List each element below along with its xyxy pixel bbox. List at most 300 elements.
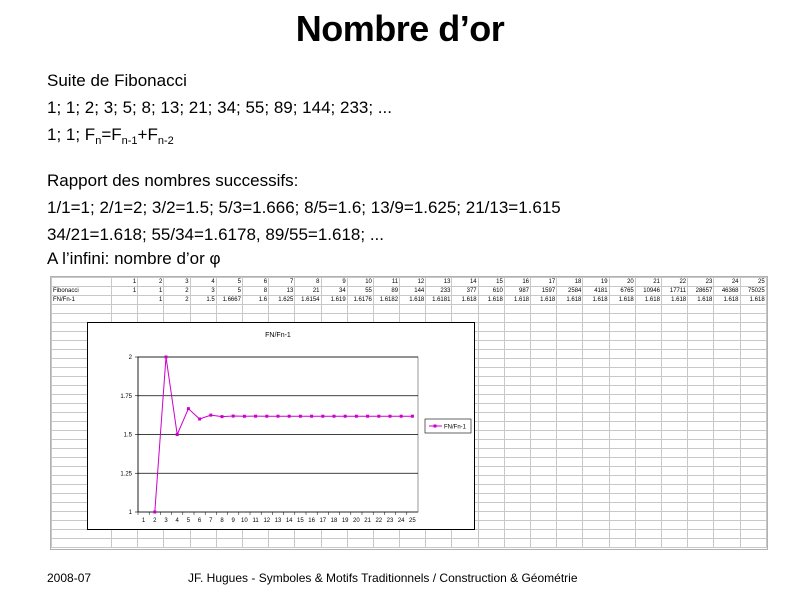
empty-cell: [635, 449, 661, 458]
empty-cell: [661, 458, 687, 467]
empty-cell: [504, 494, 530, 503]
cell: 1.619: [321, 296, 347, 305]
ratio-row: [52, 296, 767, 305]
empty-cell: [661, 350, 687, 359]
cell: 5: [216, 287, 242, 296]
empty-cell: [52, 530, 112, 539]
empty-cell: [583, 431, 609, 440]
empty-cell: [661, 377, 687, 386]
data-point: [209, 414, 212, 417]
cell: 28657: [688, 287, 714, 296]
empty-cell: [557, 431, 583, 440]
empty-cell: [138, 539, 164, 548]
empty-cell: [740, 431, 766, 440]
x-tick-label: 13: [274, 518, 282, 524]
x-tick-label: 14: [285, 518, 293, 524]
data-point: [198, 418, 201, 421]
cell: 2: [164, 287, 190, 296]
empty-row: [52, 539, 767, 548]
x-tick-label: 7: [209, 518, 213, 524]
empty-cell: [112, 305, 138, 314]
empty-cell: [452, 305, 478, 314]
empty-cell: [347, 539, 373, 548]
cell: 2584: [557, 287, 583, 296]
empty-cell: [609, 485, 635, 494]
cell: 4181: [583, 287, 609, 296]
cell: 16: [504, 278, 530, 287]
empty-cell: [269, 530, 295, 539]
empty-cell: [609, 413, 635, 422]
formula-sub-n1: n-1: [121, 135, 138, 147]
empty-cell: [531, 350, 557, 359]
empty-cell: [583, 341, 609, 350]
empty-cell: [426, 530, 452, 539]
empty-cell: [557, 440, 583, 449]
empty-cell: [478, 485, 504, 494]
empty-cell: [583, 476, 609, 485]
empty-cell: [504, 404, 530, 413]
cell: 3: [164, 278, 190, 287]
empty-cell: [531, 422, 557, 431]
empty-cell: [688, 440, 714, 449]
data-point: [400, 415, 403, 418]
data-point: [265, 415, 268, 418]
empty-cell: [740, 314, 766, 323]
empty-cell: [583, 485, 609, 494]
empty-cell: [661, 431, 687, 440]
empty-cell: [609, 476, 635, 485]
empty-cell: [583, 413, 609, 422]
empty-cell: [164, 530, 190, 539]
legend-marker: [434, 425, 437, 428]
empty-cell: [740, 305, 766, 314]
empty-cell: [635, 476, 661, 485]
formula-prefix: 1; 1; F: [47, 125, 96, 144]
empty-cell: [478, 440, 504, 449]
ratios-line-2: 34/21=1.618; 55/34=1.6178, 89/55=1.618; ...: [47, 225, 384, 244]
formula-eq: =F: [101, 125, 122, 144]
empty-cell: [740, 368, 766, 377]
empty-cell: [740, 458, 766, 467]
empty-cell: [609, 467, 635, 476]
x-tick-label: 15: [297, 518, 304, 524]
empty-cell: [740, 359, 766, 368]
empty-cell: [478, 467, 504, 476]
empty-cell: [688, 359, 714, 368]
empty-cell: [714, 368, 740, 377]
data-point: [254, 415, 257, 418]
empty-cell: [478, 314, 504, 323]
cell: 14: [452, 278, 478, 287]
empty-cell: [714, 485, 740, 494]
empty-cell: [609, 350, 635, 359]
page-title: Nombre d’or: [295, 8, 505, 49]
empty-cell: [635, 386, 661, 395]
empty-cell: [714, 539, 740, 548]
empty-cell: [400, 305, 426, 314]
empty-cell: [635, 359, 661, 368]
x-tick-label: 20: [353, 518, 360, 524]
empty-cell: [583, 440, 609, 449]
empty-cell: [635, 467, 661, 476]
empty-cell: [478, 350, 504, 359]
empty-cell: [714, 521, 740, 530]
cell: 1.618: [504, 296, 530, 305]
empty-cell: [609, 503, 635, 512]
empty-cell: [661, 395, 687, 404]
cell: 55: [347, 287, 373, 296]
cell: 46368: [714, 287, 740, 296]
y-tick-label: 2: [128, 355, 132, 361]
empty-cell: [688, 404, 714, 413]
empty-cell: [635, 494, 661, 503]
empty-cell: [583, 395, 609, 404]
empty-cell: [583, 377, 609, 386]
empty-cell: [269, 539, 295, 548]
empty-cell: [609, 314, 635, 323]
empty-cell: [635, 422, 661, 431]
empty-cell: [531, 332, 557, 341]
empty-cell: [740, 440, 766, 449]
empty-cell: [583, 323, 609, 332]
empty-cell: [478, 503, 504, 512]
empty-cell: [583, 530, 609, 539]
empty-cell: [661, 305, 687, 314]
empty-cell: [478, 323, 504, 332]
empty-cell: [609, 440, 635, 449]
ratio-chart: [87, 322, 475, 530]
cell: 233: [426, 287, 452, 296]
empty-cell: [478, 476, 504, 485]
empty-cell: [557, 512, 583, 521]
x-tick-label: 21: [364, 518, 371, 524]
empty-cell: [478, 512, 504, 521]
empty-cell: [635, 305, 661, 314]
empty-cell: [609, 386, 635, 395]
empty-cell: [635, 458, 661, 467]
empty-cell: [583, 512, 609, 521]
data-point: [165, 356, 168, 359]
empty-cell: [504, 395, 530, 404]
empty-cell: [452, 530, 478, 539]
empty-cell: [740, 449, 766, 458]
cell: 1: [112, 287, 138, 296]
empty-cell: [609, 377, 635, 386]
empty-cell: [347, 305, 373, 314]
empty-cell: [400, 539, 426, 548]
fibonacci-row: [52, 287, 767, 296]
empty-cell: [714, 314, 740, 323]
empty-cell: [688, 413, 714, 422]
cell: 1597: [531, 287, 557, 296]
empty-cell: [740, 503, 766, 512]
empty-cell: [635, 413, 661, 422]
empty-cell: [688, 503, 714, 512]
empty-cell: [478, 359, 504, 368]
empty-cell: [242, 530, 268, 539]
empty-cell: [531, 314, 557, 323]
empty-cell: [583, 521, 609, 530]
empty-cell: [138, 530, 164, 539]
empty-cell: [531, 431, 557, 440]
empty-cell: [138, 305, 164, 314]
empty-cell: [740, 539, 766, 548]
cell: 2: [138, 278, 164, 287]
formula-sub-n2: n-2: [157, 135, 174, 147]
empty-cell: [478, 494, 504, 503]
cell: 1.6: [242, 296, 268, 305]
empty-cell: [609, 341, 635, 350]
x-tick-label: 10: [241, 518, 248, 524]
empty-cell: [478, 377, 504, 386]
cell: 1.6181: [426, 296, 452, 305]
infinity-line: A l’infini: nombre d’or φ: [47, 249, 221, 268]
empty-cell: [635, 395, 661, 404]
empty-cell: [295, 530, 321, 539]
spreadsheet: [50, 276, 768, 550]
empty-cell: [583, 332, 609, 341]
empty-cell: [740, 494, 766, 503]
empty-cell: [347, 530, 373, 539]
empty-cell: [295, 539, 321, 548]
empty-cell: [557, 467, 583, 476]
empty-cell: [740, 422, 766, 431]
data-point: [389, 415, 392, 418]
empty-cell: [688, 521, 714, 530]
empty-cell: [504, 539, 530, 548]
empty-cell: [714, 449, 740, 458]
empty-cell: [688, 350, 714, 359]
cell: 25: [740, 278, 766, 287]
empty-cell: [531, 476, 557, 485]
y-tick-label: 1.75: [120, 393, 132, 400]
empty-cell: [714, 386, 740, 395]
empty-cell: [740, 485, 766, 494]
empty-cell: [190, 530, 216, 539]
empty-cell: [609, 521, 635, 530]
empty-cell: [373, 539, 399, 548]
cell: 15: [478, 278, 504, 287]
empty-cell: [373, 305, 399, 314]
cell: 1.618: [661, 296, 687, 305]
empty-row: [52, 530, 767, 539]
empty-cell: [504, 431, 530, 440]
cell: 610: [478, 287, 504, 296]
empty-cell: [714, 476, 740, 485]
empty-cell: [321, 539, 347, 548]
empty-cell: [531, 323, 557, 332]
empty-cell: [504, 359, 530, 368]
cell: 18: [557, 278, 583, 287]
empty-cell: [688, 539, 714, 548]
empty-cell: [504, 485, 530, 494]
empty-cell: [688, 395, 714, 404]
empty-cell: [740, 521, 766, 530]
empty-cell: [504, 422, 530, 431]
empty-cell: [583, 458, 609, 467]
empty-cell: [740, 377, 766, 386]
cell: 1.618: [609, 296, 635, 305]
empty-cell: [190, 539, 216, 548]
empty-cell: [714, 341, 740, 350]
empty-cell: [714, 323, 740, 332]
cell: 17: [531, 278, 557, 287]
cell: 1.6667: [216, 296, 242, 305]
cell: 4: [190, 278, 216, 287]
empty-cell: [688, 368, 714, 377]
empty-cell: [609, 323, 635, 332]
data-point: [243, 415, 246, 418]
data-point: [176, 433, 179, 436]
cell: 2: [164, 296, 190, 305]
empty-cell: [557, 494, 583, 503]
x-tick-label: 2: [153, 518, 157, 524]
empty-cell: [557, 539, 583, 548]
empty-cell: [609, 530, 635, 539]
empty-cell: [609, 512, 635, 521]
empty-cell: [609, 305, 635, 314]
data-point: [310, 415, 313, 418]
empty-cell: [478, 368, 504, 377]
empty-cell: [504, 440, 530, 449]
empty-cell: [661, 476, 687, 485]
cell: 9: [321, 278, 347, 287]
empty-cell: [609, 332, 635, 341]
empty-cell: [504, 530, 530, 539]
data-point: [288, 415, 291, 418]
empty-cell: [557, 422, 583, 431]
empty-cell: [190, 305, 216, 314]
empty-cell: [478, 305, 504, 314]
empty-cell: [714, 530, 740, 539]
empty-cell: [661, 341, 687, 350]
empty-cell: [740, 530, 766, 539]
cell: 89: [373, 287, 399, 296]
x-tick-label: 22: [375, 518, 383, 524]
suite-heading: Suite de Fibonacci: [47, 71, 187, 90]
cell: 17711: [661, 287, 687, 296]
cell: 21: [295, 287, 321, 296]
empty-cell: [740, 512, 766, 521]
empty-cell: [583, 368, 609, 377]
empty-cell: [504, 377, 530, 386]
empty-cell: [661, 503, 687, 512]
empty-cell: [714, 305, 740, 314]
empty-cell: [609, 368, 635, 377]
x-tick-label: 9: [231, 518, 235, 524]
empty-cell: [531, 368, 557, 377]
empty-cell: [661, 359, 687, 368]
cell: 10: [347, 278, 373, 287]
cell: 75025: [740, 287, 766, 296]
cell: 1.618: [557, 296, 583, 305]
empty-cell: [504, 449, 530, 458]
empty-cell: [688, 431, 714, 440]
cell: 1.618: [688, 296, 714, 305]
cell: 1.6154: [295, 296, 321, 305]
empty-cell: [557, 485, 583, 494]
cell: 1.618: [452, 296, 478, 305]
empty-cell: [688, 530, 714, 539]
data-point: [221, 415, 224, 418]
empty-cell: [609, 422, 635, 431]
cell: 1.5: [190, 296, 216, 305]
empty-cell: [688, 449, 714, 458]
empty-cell: [557, 332, 583, 341]
empty-cell: [661, 467, 687, 476]
empty-cell: [531, 503, 557, 512]
empty-cell: [583, 404, 609, 413]
empty-cell: [714, 467, 740, 476]
empty-cell: [635, 485, 661, 494]
cell: 13: [426, 278, 452, 287]
empty-cell: [635, 404, 661, 413]
cell: 6: [242, 278, 268, 287]
cell: 377: [452, 287, 478, 296]
footer-date: 2008-07: [47, 571, 92, 585]
empty-cell: [688, 341, 714, 350]
empty-cell: [661, 314, 687, 323]
empty-cell: [531, 521, 557, 530]
empty-cell: [531, 440, 557, 449]
empty-cell: [714, 422, 740, 431]
empty-cell: [504, 467, 530, 476]
recurrence-formula: [47, 124, 174, 152]
empty-cell: [557, 323, 583, 332]
empty-cell: [531, 395, 557, 404]
empty-cell: [609, 494, 635, 503]
empty-cell: [426, 539, 452, 548]
empty-cell: [557, 476, 583, 485]
empty-cell: [531, 359, 557, 368]
empty-cell: [635, 512, 661, 521]
empty-cell: [531, 494, 557, 503]
empty-cell: [531, 386, 557, 395]
empty-cell: [740, 341, 766, 350]
empty-cell: [583, 503, 609, 512]
x-tick-label: 17: [319, 518, 327, 524]
empty-cell: [504, 350, 530, 359]
empty-cell: [714, 431, 740, 440]
empty-cell: [661, 422, 687, 431]
empty-cell: [531, 341, 557, 350]
empty-cell: [295, 305, 321, 314]
empty-cell: [504, 458, 530, 467]
empty-cell: [583, 494, 609, 503]
empty-cell: [557, 395, 583, 404]
empty-cell: [504, 323, 530, 332]
row-label-cell: Fibonacci: [52, 287, 112, 296]
data-point: [366, 415, 369, 418]
cell: 19: [583, 278, 609, 287]
cell: 1: [112, 278, 138, 287]
cell: 1.618: [583, 296, 609, 305]
x-tick-label: 19: [341, 518, 349, 524]
x-tick-label: 8: [220, 518, 224, 524]
rapport-heading: Rapport des nombres successifs:: [47, 171, 299, 190]
empty-cell: [557, 404, 583, 413]
empty-cell: [688, 422, 714, 431]
empty-cell: [688, 467, 714, 476]
empty-cell: [531, 404, 557, 413]
empty-cell: [635, 323, 661, 332]
legend-label: FN/Fn-1: [444, 424, 467, 431]
empty-cell: [661, 512, 687, 521]
empty-cell: [583, 305, 609, 314]
empty-cell: [164, 539, 190, 548]
empty-cell: [635, 521, 661, 530]
data-point: [333, 415, 336, 418]
